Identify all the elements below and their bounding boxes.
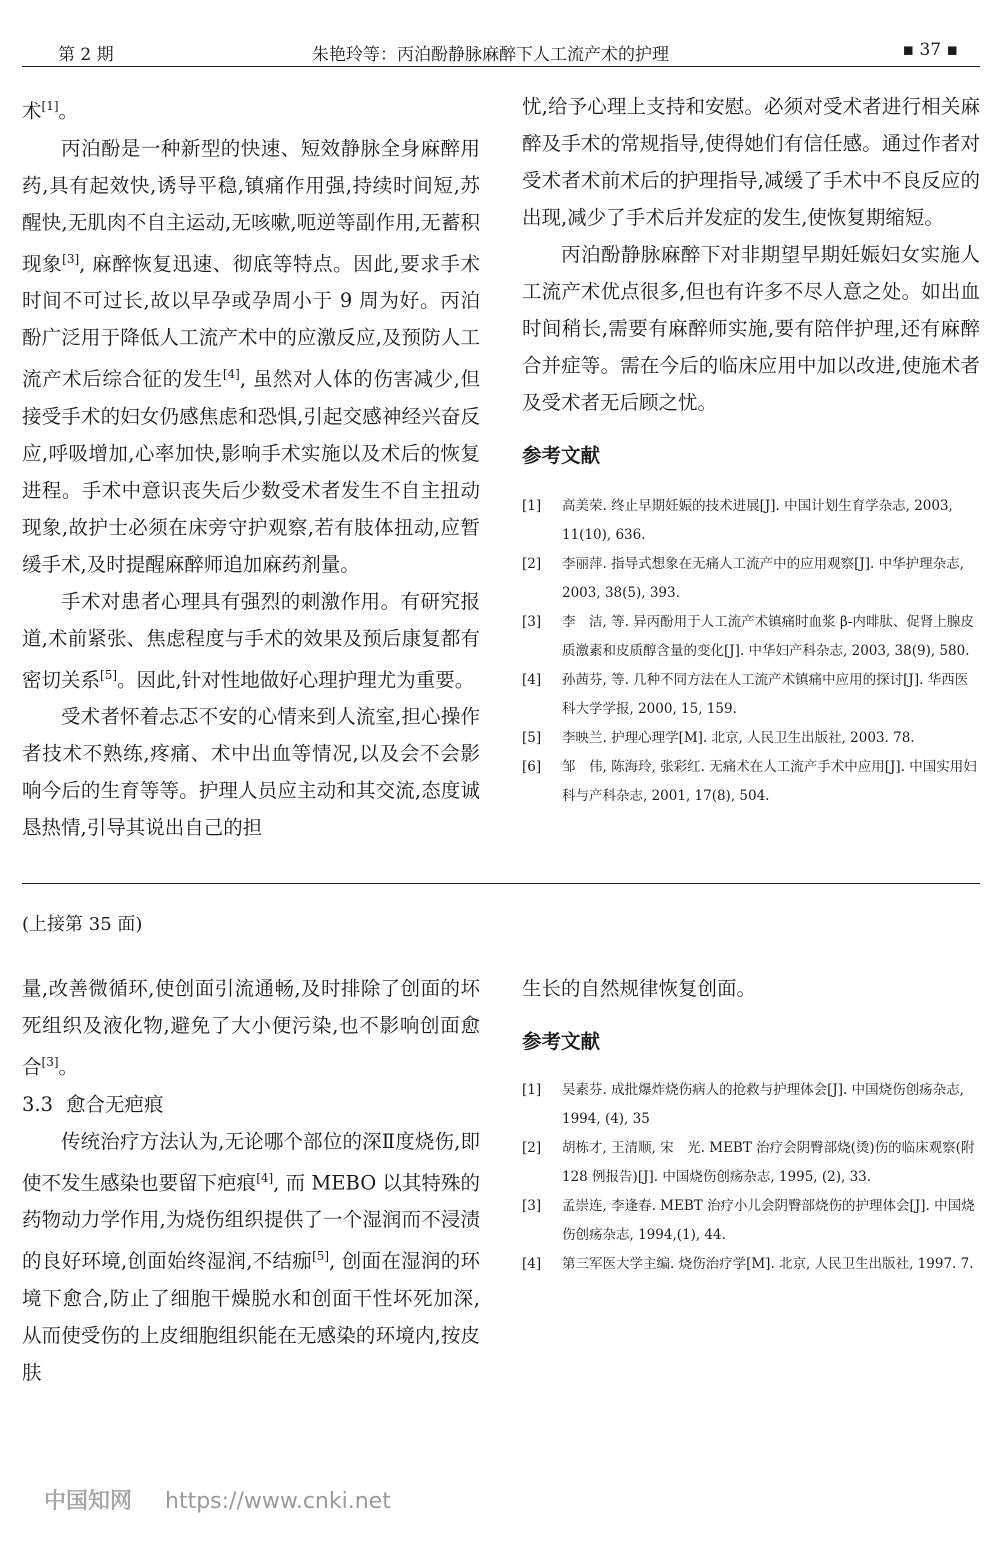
reference-item [522,1250,980,1279]
reference-number: [3] [522,1198,542,1214]
running-title: 朱艳玲等：丙泊酚静脉麻醉下人工流产术的护理 [312,45,669,65]
paragraph: 生长的自然规律恢复创面。 [522,977,757,1000]
reference-item [522,753,980,811]
reference-text: 邹 伟, 陈海玲, 张彩红. 无痛术在人工流产手术中应用[J]. 中国实用妇科与产科杂志, 2001, 17(8), 504. [562,759,977,804]
paragraph: 手术对患者心理具有强烈的刺激作用。有研究报道,术前紧张、焦虑程度与手术的效果及预后康复都有密切关系[5]。因此,针对性地做好心理护理尤为重要。 [22,589,480,691]
section-number: 3.3 [22,1092,54,1116]
reference-text: 胡栋才, 王清顺, 宋 光. MEBT 治疗会阴臀部烧(烫)伤的临床观察(附 128 例报告)[J]. 中国烧伤创疡杂志, 1995, (2), 33. [562,1140,975,1185]
reference-item [522,1134,980,1192]
cnki-logo: 中国知网 [44,1489,133,1514]
citation-marker: [3] [62,251,80,266]
paragraph: 传统治疗方法认为,无论哪个部位的深Ⅱ度烧伤,即使不发生感染也要留下疤痕[4], 而 MEBO 以其特殊的药物动力学作用,为烧伤组织提供了一个湿润而不浸渍的良好环境,创面始终湿润,不结痂[5], 创面在湿润的环境下愈合,防止了细胞干燥脱水和创面干性坏死加深,从而使受伤的上皮细胞组织能在无感染的环境内,按皮肤 [22,1129,480,1384]
paragraph: 丙泊酚静脉麻醉下对非期望早期妊娠妇女实施人工流产术优点很多,但也有许多不尽人意之处。如出血时间稍长,需要有麻醉师实施,要有陪伴护理,还有麻醉合并症等。需在今后的临床应用中加以改进,使施术者及受术者无后顾之忧。 [522,243,980,414]
page-number: ▪ 37 ▪ [902,40,958,60]
paragraph: 忧,给予心理上支持和安慰。必须对受术者进行相关麻醉及手术的常规指导,使得她们有信任感。通过作者对受术者术前术后的护理指导,减缓了手术中不良反应的出现,减少了手术后并发症的发生,使恢复期缩短。 [522,95,980,229]
citation-marker: [5] [100,667,118,682]
section-heading [22,1086,480,1123]
paragraph: 丙泊酚是一种新型的快速、短效静脉全身麻醉用药,具有起效快,诱导平稳,镇痛作用强,持续时间短,苏醒快,无肌肉不自主运动,无咳嗽,呃逆等副作用,无蓄积现象[3], 麻醉恢复迅速、彻底等特点。因此,要求手术时间不可过长,故以早孕或孕周小于 9 周为好。丙泊酚广泛用于降低人工流产术中的应激反应,及预防人工流产术后综合征的发生[4], 虽然对人体的伤害减少,但接受手术的妇女仍感焦虑和恐惧,引起交感神经兴奋反应,呼吸增加,心率加快,影响手术实施以及术后的恢复进程。手术中意识丧失后少数受术者发生不自主扭动现象,故护士必须在床旁守护观察,若有肢体扭动,应暂缓手术,及时提醒麻醉师追加麻药剂量。 [22,136,480,576]
reference-list [522,1076,980,1279]
citation-marker: [4] [222,367,240,381]
reference-number: [3] [522,614,542,630]
citation-marker: [3] [41,1055,59,1069]
reference-text: 李丽萍. 指导式想象在无痛人工流产中的应用观察[J]. 中华护理杂志, 2003, 38(5), 393. [562,556,964,601]
reference-text: 李映兰. 护理心理学[M]. 北京, 人民卫生出版社, 2003. 78. [562,730,915,746]
upper-right-column [522,88,980,811]
reference-list [522,492,980,811]
reference-text: 李 洁, 等. 异丙酚用于人工流产术镇痛时血浆 β-内啡肽、促肾上腺皮质激素和皮质醇含量的变化[J]. 中华妇产科杂志, 2003, 38(9), 580. [562,614,974,659]
citation-marker: [1] [41,99,59,113]
continued-note: (上接第 35 面) [22,914,143,935]
references-heading: 参考文献 [522,1030,601,1053]
reference-number: [2] [522,1140,542,1156]
citation-marker: [5] [312,1249,330,1263]
watermark-footer [44,1484,391,1515]
reference-item [522,1076,980,1134]
issue-label: 第 2 期 [58,45,114,65]
reference-number: [1] [522,1082,542,1098]
reference-text: 高美荣. 终止早期妊娠的技术进展[J]. 中国计划生育学杂志, 2003, 11(10), 636. [562,498,953,543]
citation-marker: [4] [256,1170,274,1185]
lower-right-column [522,970,980,1279]
paragraph: 量,改善微循环,使创面引流通畅,及时排除了创面的坏死组织及液化物,避免了大小便污染,也不影响创面愈合[3]。 [22,977,480,1079]
reference-item [522,1192,980,1250]
reference-number: [4] [522,1256,542,1272]
paragraph: 受术者怀着忐忑不安的心情来到人流室,担心操作者技术不熟练,疼痛、术中出血等情况,以及会不会影响今后的生育等等。护理人员应主动和其交流,态度诚恳热情,引导其说出自己的担 [22,705,480,839]
watermark-url: https://www.cnki.net [165,1489,391,1514]
reference-text: 第三军医大学主编. 烧伤治疗学[M]. 北京, 人民卫生出版社, 1997. 7. [562,1256,974,1272]
reference-item [522,608,980,666]
reference-item [522,666,980,724]
reference-number: [2] [522,556,542,572]
reference-item [522,492,980,550]
reference-item [522,550,980,608]
paragraph: 术[1]。 [22,99,79,123]
reference-number: [6] [522,759,542,775]
reference-text: 孙茜芬, 等. 几种不同方法在人工流产术镇痛中应用的探讨[J]. 华西医科大学学报, 2000, 15, 159. [562,672,969,717]
lower-left-column [22,970,480,1391]
reference-text: 吴素芬. 成批爆炸烧伤病人的抢救与护理体会[J]. 中国烧伤创疡杂志, 1994, (4), 35 [562,1082,964,1127]
page-header [22,32,980,67]
reference-number: [1] [522,498,542,514]
section-divider [22,883,980,884]
reference-number: [4] [522,672,542,688]
references-heading: 参考文献 [522,444,601,467]
section-title: 愈合无疤痕 [66,1092,164,1116]
reference-text: 孟崇连, 李逢春. MEBT 治疗小儿会阴臀部烧伤的护理体会[J]. 中国烧伤创疡杂志, 1994,(1), 44. [562,1198,975,1243]
reference-item [522,724,980,753]
upper-left-column [22,88,480,846]
reference-number: [5] [522,730,542,746]
